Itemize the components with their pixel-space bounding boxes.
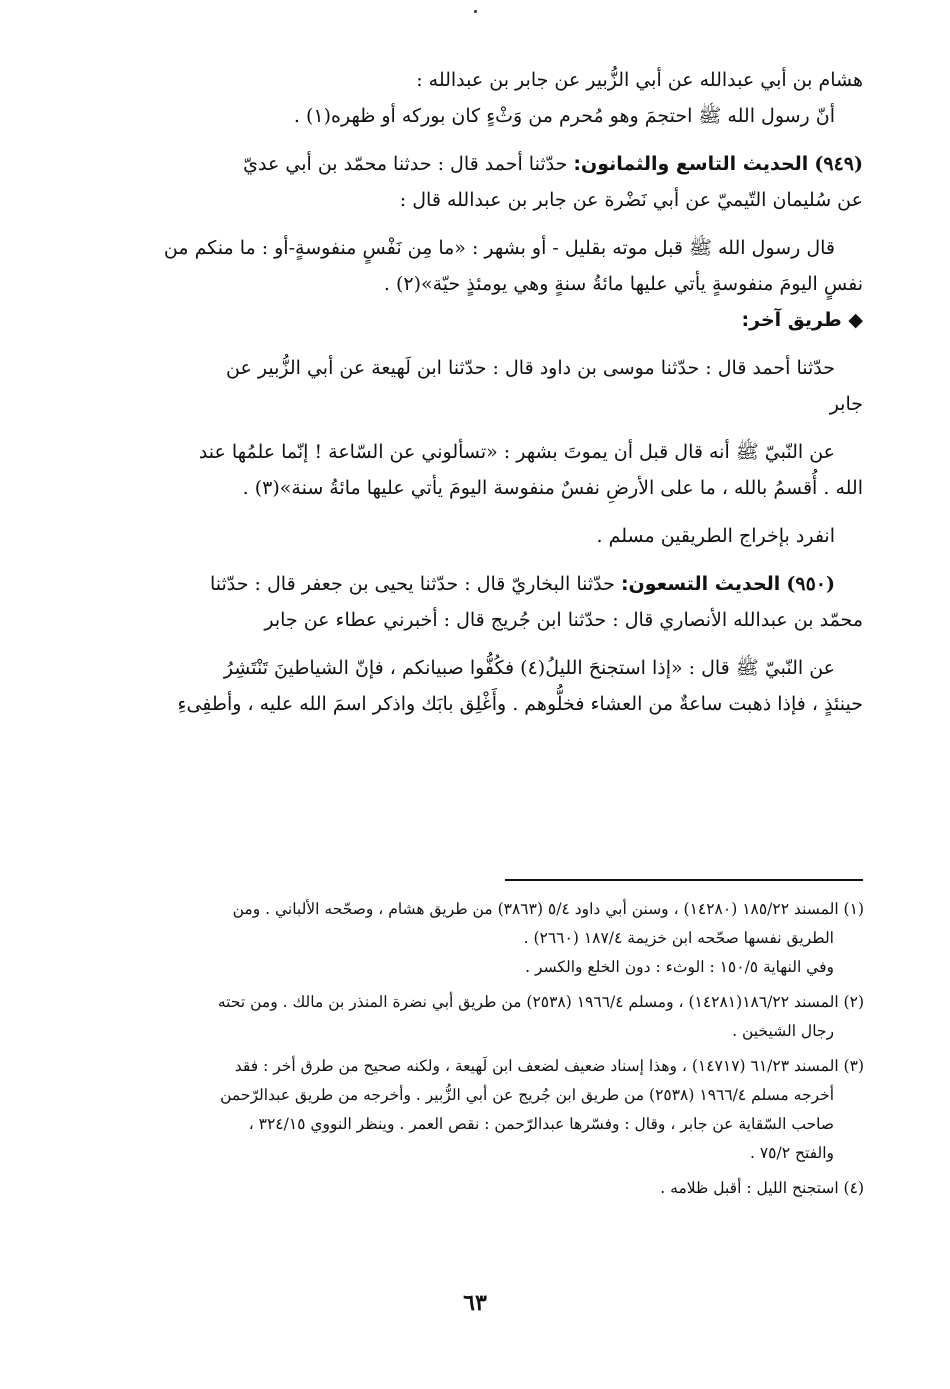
main-text	[88, 62, 863, 722]
footnote-2	[102, 988, 864, 1046]
footnote-1	[102, 895, 864, 982]
text-span: حدّثنا أحمد قال : حدثنا محمّد بن أبي عديّ	[243, 153, 568, 175]
text-line: عن النّبيّ ﷺ قال : «إذا استجنحَ الليلُ(٤) فكُفُّوا صبيانكم ، فإنّ الشياطينَ تَنْتَشِرُ	[223, 657, 835, 679]
footnote-line: رجال الشيخين .	[732, 1022, 834, 1040]
page-number: ٦٣	[463, 1290, 487, 1316]
hadith-number: (٩٥٠)	[786, 573, 835, 595]
text-line: هشام بن أبي عبدالله عن أبي الزُّبير عن جابر بن عبدالله :	[416, 69, 863, 91]
footnote-line: وفي النهاية ١٥٠/٥ : الوثء : دون الخلع والكسر .	[525, 958, 834, 976]
text-line: حدّثنا أحمد قال : حدّثنا موسى بن داود قال : حدّثنا ابن لَهيعة عن أبي الزُّبير عن	[226, 357, 835, 379]
text-line: محمّد بن عبدالله الأنصاري قال : حدّثنا ابن جُريج قال : أخبرني عطاء عن جابر	[264, 609, 863, 631]
footnote-line: (١) المسند ١٨٥/٢٢ (١٤٢٨٠) ، وسنن أبي داود ٥/٤ (٣٨٦٣) من طريق هشام ، وصحّحه الألباني . ومن	[232, 900, 864, 918]
footnotes	[102, 895, 864, 1203]
section-heading: ◆ طريق آخر:	[741, 309, 863, 331]
text-line: انفرد بإخراج الطريقين مسلم .	[596, 525, 835, 547]
footnote-line: والفتح ٧٥/٢ .	[749, 1144, 834, 1162]
hadith-950-heading-line	[88, 566, 863, 602]
hadith-title: الحديث التسعون:	[620, 573, 781, 595]
footnote-divider	[505, 879, 863, 881]
text-line: قال رسول الله ﷺ قبل موته بقليل - أو بشهر : «ما مِن نَفْسٍ منفوسةٍ-أو : ما منكم من	[163, 237, 835, 259]
text-line: جابر	[829, 393, 863, 415]
hadith-number: (٩٤٩)	[814, 153, 863, 175]
footnote-4	[102, 1174, 864, 1203]
footnote-line: (٤) استجنح الليل : أقبل ظلامه .	[660, 1179, 864, 1197]
text-line: أنّ رسول الله ﷺ احتجمَ وهو مُحرم من وَثْءٍ كان بوركه أو ظهره(١) .	[293, 105, 835, 127]
text-line: حينئذٍ ، فإذا ذهبت ساعةٌ من العشاء فخلُّوهم . وأَغْلِق بابَك واذكر اسمَ الله عليه ، وأطفِىءِ	[177, 693, 863, 715]
hadith-949-heading-line	[88, 146, 863, 182]
text-line: عن سُليمان التّيميّ عن أبي نَضْرة عن جابر بن عبدالله قال :	[399, 189, 863, 211]
footnote-line: صاحب السّقاية عن جابر ، وقال : وفسّرها عبدالرّحمن : نقص العمر . وينظر النووي ٣٢٤/١٥ ،	[248, 1115, 834, 1133]
footnote-line: الطريق نفسها صحّحه ابن خزيمة ١٨٧/٤ (٢٦٦٠) .	[523, 929, 834, 947]
hadith-title: الحديث التاسع والثمانون:	[573, 153, 809, 175]
footnote-line: (٣) المسند ٦١/٢٣ (١٤٧١٧) ، وهذا إسناد ضعيف لضعف ابن لَهيعة ، ولكنه صحيح من طرق أخر : فقد	[234, 1057, 864, 1075]
page-mark	[474, 10, 477, 13]
footnote-line: أخرجه مسلم ١٩٦٦/٤ (٢٥٣٨) من طريق ابن جُريج عن أبي الزُّبير . وأخرجه من طريق عبدالرّحمن	[220, 1086, 834, 1104]
footnote-3	[102, 1052, 864, 1168]
text-line: نفسٍ اليومَ منفوسةٍ يأتي عليها مائةُ سنةٍ وهي يومئذٍ حيّة»(٢) .	[383, 273, 863, 295]
text-span: حدّثنا البخاريّ قال : حدّثنا يحيى بن جعفر قال : حدّثنا	[209, 573, 615, 595]
footnote-line: (٢) المسند ١٨٦/٢٢(١٤٢٨١) ، ومسلم ١٩٦٦/٤ (٢٥٣٨) من طريق أبي نضرة المنذر بن مالك . ومن تحته	[217, 993, 864, 1011]
text-line: الله . أُقسمُ بالله ، ما على الأرضِ نفسٌ منفوسة اليومَ يأتي عليها مائةُ سنة»(٣) .	[242, 477, 863, 499]
text-line: عن النّبيّ ﷺ أنه قال قبل أن يموتَ بشهر : «تسألوني عن السّاعة ! إنّما علمُها عند	[198, 441, 835, 463]
